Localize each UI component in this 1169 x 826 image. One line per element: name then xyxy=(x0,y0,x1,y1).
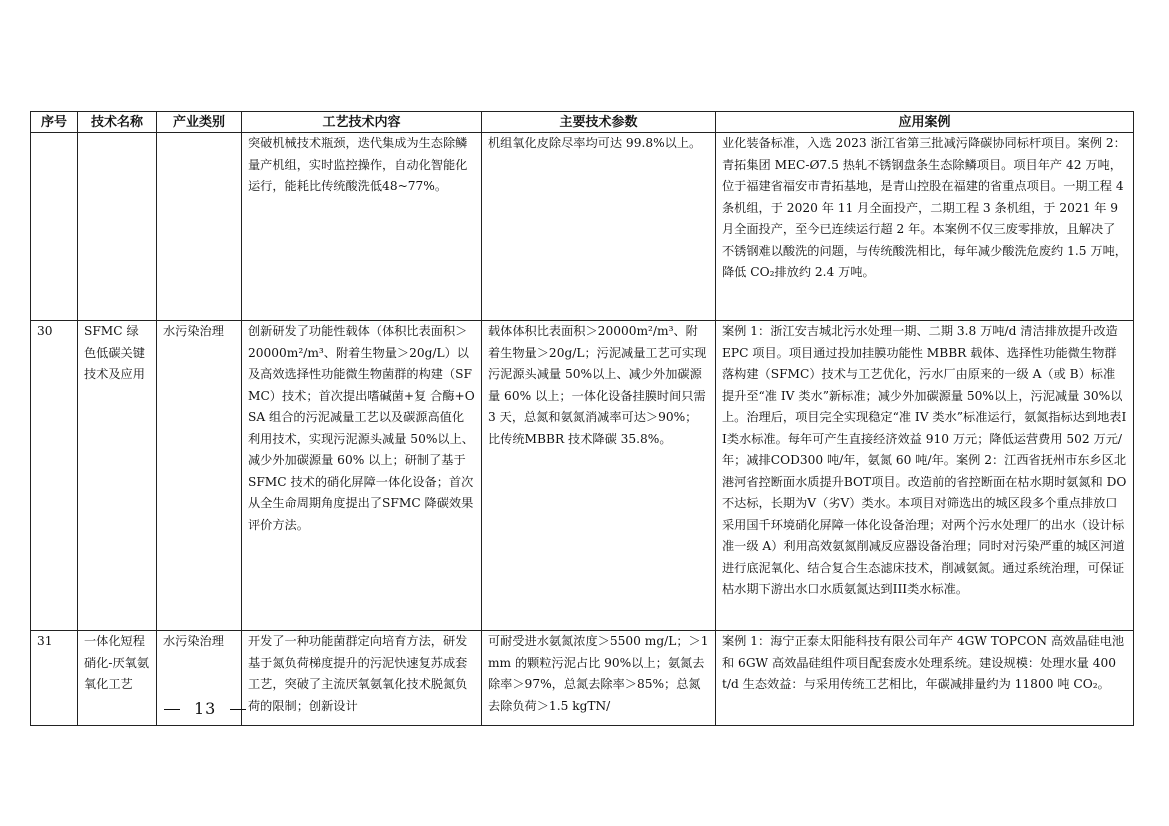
header-tech-name: 技术名称 xyxy=(78,112,157,133)
row-category: 水污染治理 xyxy=(157,321,242,631)
row-content: 创新研发了功能性载体（体积比表面积＞20000m²/m³、附着生物量＞20g/L）以及高效选择性功能微生物菌群的构建（SFMC）技术；首次提出嗜碱菌+复 合酶+OSA 组合的污泥减量工艺以及碳源高值化利用技术，实现污泥源头减量 50%以上、减少外加碳源量 60% 以上；研制了基于 SFMC 技术的硝化屏障一体化设备；首次从全生命周期角度提出了SFMC 降碳效果评价方法。 xyxy=(242,321,482,631)
row-cases: 案例 1：浙江安吉城北污水处理一期、二期 3.8 万吨/d 清洁排放提升改造 EPC 项目。项目通过投加挂膜功能性 MBBR 载体、选择性功能微生物群落构建（SFMC）技术与工艺优化，污水厂由原来的一级 A（或 B）标准提升至“准 IV 类水”新标准；减少外加碳源量 50%以上，污泥减量 30%以上。治理后，项目完全实现稳定“准 IV 类水”标准运行，氨氮指标达到地表II类水标准。每年可产生直接经济效益 910 万元；降低运营费用 502 万元/年；减排COD300 吨/年，氨氮 60 吨/年。案例 2：江西省抚州市东乡区北港河省控断面水质提升BOT项目。改造前的省控断面在枯水期时氨氮和 DO 不达标，长期为V（劣V）类水。本项目对筛选出的城区段多个重点排放口采用国千环境硝化屏障一体化设备治理；对两个污水处理厂的出水（设计标准一级 A）利用高效氨氮削减反应器设备治理；同时对污染严重的城区河道进行底泥氧化、结合复合生态滤床技术，削减氨氮。通过系统治理，可保证枯水期下游出水口水质氨氮达到III类水标准。 xyxy=(716,321,1134,631)
table-header-row xyxy=(31,112,1134,133)
row-no: 30 xyxy=(31,321,78,631)
row-params: 载体体积比表面积＞20000m²/m³、附着生物量＞20g/L；污泥减量工艺可实现污泥源头减量 50%以上、减少外加碳源量 60% 以上；一体化设备挂膜时间只需 3 天，总氮和氨氮消减率可达＞90%；比传统MBBR 技术降碳 35.8%。 xyxy=(482,321,716,631)
header-no: 序号 xyxy=(31,112,78,133)
row-content: 开发了一种功能菌群定向培育方法，研发基于氮负荷梯度提升的污泥快速复苏成套工艺，突破了主流厌氧氨氧化技术脱氮负荷的限制；创新设计 xyxy=(242,631,482,726)
row-no: 31 xyxy=(31,631,78,726)
row-tech-name xyxy=(78,133,157,321)
page-number xyxy=(150,699,260,718)
row-params: 可耐受进水氨氮浓度＞5500 mg/L；＞1mm 的颗粒污泥占比 90%以上；氨氮去除率＞97%，总氮去除率＞85%；总氮去除负荷＞1.5 kgTN/ xyxy=(482,631,716,726)
row-cases: 业化装备标准，入选 2023 浙江省第三批减污降碳协同标杆项目。案例 2：青拓集团 MEC-Ø7.5 热轧不锈钢盘条生态除鳞项目。项目年产 42 万吨，位于福建省福安市青拓基地，是青山控股在福建的省重点项目。一期工程 4 条机组，于 2020 年 11 月全面投产，二期工程 3 条机组，于 2021 年 9 月全面投产，至今已连续运行超 2 年。本案例不仅三废零排放，且解决了不锈钢难以酸洗的问题，与传统酸洗相比，每年减少酸洗危废约 1.5 万吨，降低 CO₂排放约 2.4 万吨。 xyxy=(716,133,1134,321)
table-row xyxy=(31,133,1134,321)
header-category: 产业类别 xyxy=(157,112,242,133)
row-category xyxy=(157,133,242,321)
row-params: 机组氧化皮除尽率均可达 99.8%以上。 xyxy=(482,133,716,321)
table-row xyxy=(31,321,1134,631)
header-cases: 应用案例 xyxy=(716,112,1134,133)
row-category: 水污染治理 xyxy=(157,631,242,726)
page-number-value: 13 xyxy=(194,699,217,718)
technology-table xyxy=(30,111,1134,726)
page-number-left-dash xyxy=(164,709,180,710)
row-tech-name: SFMC 绿色低碳关键技术及应用 xyxy=(78,321,157,631)
row-no xyxy=(31,133,78,321)
header-content: 工艺技术内容 xyxy=(242,112,482,133)
row-tech-name: 一体化短程硝化-厌氧氨氧化工艺 xyxy=(78,631,157,726)
page-number-right-dash xyxy=(230,709,246,710)
row-content: 突破机械技术瓶颈，迭代集成为生态除鳞量产机组，实时监控操作，自动化智能化运行，能耗比传统酸洗低48~77%。 xyxy=(242,133,482,321)
header-params: 主要技术参数 xyxy=(482,112,716,133)
row-cases: 案例 1：海宁正泰太阳能科技有限公司年产 4GW TOPCON 高效晶硅电池和 6GW 高效晶硅组件项目配套废水处理系统。建设规模：处理水量 400 t/d 生态效益：与采用传统工艺相比，年碳减排量约为 11800 吨 CO₂。 xyxy=(716,631,1134,726)
